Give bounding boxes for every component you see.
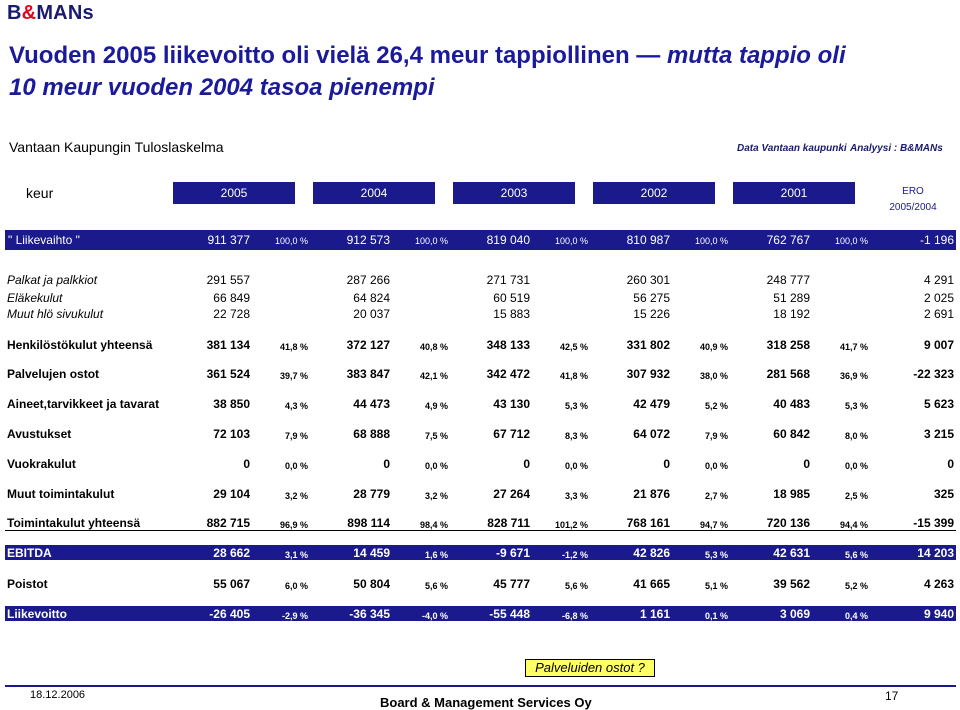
revenue-pct: 100,0 %	[694, 236, 728, 246]
detail-value: 15 226	[633, 307, 670, 321]
row-pct: 94,7 %	[699, 520, 728, 530]
row-pct: 98,4 %	[419, 520, 448, 530]
row-value: 45 777	[493, 577, 530, 591]
detail-value: 18 192	[773, 307, 810, 321]
revenue-value: 762 767	[766, 233, 810, 247]
logo-ampersand: &	[21, 2, 37, 24]
row-value: 42 826	[633, 546, 670, 560]
row-pct: 41,7 %	[839, 342, 868, 352]
row-pct: 5,3 %	[564, 401, 588, 411]
row-ero: 14 203	[917, 546, 954, 560]
page-number: 17	[885, 689, 899, 703]
row-value: 38 850	[213, 397, 250, 411]
slide-title	[9, 40, 949, 104]
row-pct: 41,8 %	[279, 342, 308, 352]
row-ero: -22 323	[913, 367, 954, 381]
row-ero: 0	[947, 457, 954, 471]
row-ero: 5 623	[923, 397, 954, 411]
revenue-value: 911 377	[207, 233, 250, 247]
row-pct: 0,4 %	[844, 611, 868, 621]
row-pct: -1,2 %	[561, 550, 588, 560]
revenue-label: " Liikevaihto "	[8, 233, 80, 247]
row-value: 828 711	[487, 516, 530, 530]
row-pct: 0,0 %	[844, 461, 868, 471]
row-ero: 3 215	[923, 427, 954, 441]
row-pct: -6,8 %	[561, 611, 588, 621]
table-subtitle: Vantaan Kaupungin Tuloslaskelma	[9, 139, 224, 155]
row-pct: 4,9 %	[424, 401, 448, 411]
revenue-pct: 100,0 %	[274, 236, 308, 246]
row-value: 29 104	[213, 487, 250, 501]
row-pct: 5,3 %	[844, 401, 868, 411]
year-header-2003: 2003	[453, 182, 575, 204]
row-value: 68 888	[353, 427, 390, 441]
brand-logo: B&MANs	[7, 2, 94, 24]
year-header-2002: 2002	[593, 182, 715, 204]
ero-sub: 2005/2004	[889, 202, 937, 213]
row-pct: 8,3 %	[564, 431, 588, 441]
row-label: Muut toimintakulut	[7, 487, 115, 501]
row-ero: 9 007	[923, 338, 954, 352]
row-value: 18 985	[773, 487, 810, 501]
row-value: 72 103	[213, 427, 250, 441]
row-value: 43 130	[493, 397, 530, 411]
row-label: Palvelujen ostot	[7, 367, 100, 381]
row-pct: -4,0 %	[421, 611, 448, 621]
row-ero: 9 940	[923, 607, 954, 621]
row-value: 0	[803, 457, 810, 471]
row-ero: 4 263	[923, 577, 954, 591]
detail-value: 260 301	[626, 273, 670, 287]
year-header-2004: 2004	[313, 182, 435, 204]
revenue-value: 912 573	[346, 233, 390, 247]
row-value: 0	[243, 457, 250, 471]
row-pct: 3,1 %	[284, 550, 308, 560]
row-label: Avustukset	[7, 427, 72, 441]
row-pct: 96,9 %	[279, 520, 308, 530]
row-value: 281 568	[766, 367, 810, 381]
row-label: Toimintakulut yhteensä	[7, 516, 141, 530]
row-value: 64 072	[633, 427, 670, 441]
row-value: 44 473	[353, 397, 390, 411]
row-value: 50 804	[353, 577, 390, 591]
row-value: 342 472	[486, 367, 530, 381]
row-pct: 0,0 %	[704, 461, 728, 471]
row-value: 0	[383, 457, 390, 471]
year-header-2005: 2005	[173, 182, 295, 204]
row-pct: 5,2 %	[844, 581, 868, 591]
revenue-pct: 100,0 %	[554, 236, 588, 246]
row-pct: 0,0 %	[284, 461, 308, 471]
row-pct: 36,9 %	[839, 371, 868, 381]
detail-value: 51 289	[773, 291, 810, 305]
detail-value: 20 037	[353, 307, 390, 321]
row-pct: 5,1 %	[704, 581, 728, 591]
title-italic-1: mutta tappio oli	[666, 42, 846, 69]
row-value: 28 779	[353, 487, 390, 501]
row-value: 14 459	[353, 546, 390, 560]
footer-company: Board & Management Services Oy	[380, 695, 592, 710]
row-value: 27 264	[493, 487, 530, 501]
row-pct: 42,1 %	[419, 371, 448, 381]
revenue-pct: 100,0 %	[414, 236, 448, 246]
detail-value: 64 824	[353, 291, 390, 305]
row-pct: 3,2 %	[424, 491, 448, 501]
row-pct: 7,9 %	[704, 431, 728, 441]
row-value: 40 483	[773, 397, 810, 411]
row-pct: 42,5 %	[559, 342, 588, 352]
row-pct: 2,7 %	[704, 491, 728, 501]
row-pct: 94,4 %	[839, 520, 868, 530]
row-pct: 7,9 %	[284, 431, 308, 441]
row-pct: 6,0 %	[284, 581, 308, 591]
revenue-ero: -1 196	[919, 233, 954, 247]
row-pct: 41,8 %	[559, 371, 588, 381]
row-value: 882 715	[206, 516, 250, 530]
detail-value: 22 728	[213, 307, 250, 321]
row-pct: 40,8 %	[419, 342, 448, 352]
row-value: 0	[663, 457, 670, 471]
row-value: 372 127	[346, 338, 390, 352]
row-value: 28 662	[213, 546, 250, 560]
row-value: 3 069	[779, 607, 810, 621]
row-value: 331 802	[626, 338, 670, 352]
row-label: Aineet,tarvikkeet ja tavarat	[7, 397, 160, 411]
ero-header	[875, 182, 951, 224]
detail-value: 56 275	[633, 291, 670, 305]
row-pct: 7,5 %	[424, 431, 448, 441]
analysis-source: Analyysi : B&MANs	[850, 143, 943, 154]
row-value: 381 134	[206, 338, 250, 352]
row-value: 55 067	[213, 577, 250, 591]
detail-value: 60 519	[493, 291, 530, 305]
row-value: 898 114	[347, 516, 390, 530]
detail-label: Muut hlö sivukulut	[7, 307, 104, 321]
row-label: Henkilöstökulut yhteensä	[7, 338, 153, 352]
row-value: 348 133	[486, 338, 530, 352]
row-value: -55 448	[489, 607, 530, 621]
revenue-value: 819 040	[486, 233, 530, 247]
callout-box: Palveluiden ostot ?	[525, 659, 655, 677]
row-pct: 8,0 %	[844, 431, 868, 441]
title-plain: Vuoden 2005 liikevoitto oli vielä 26,4 meur tappiollinen —	[9, 42, 667, 69]
detail-ero: 2 691	[923, 307, 954, 321]
row-pct: -2,9 %	[281, 611, 308, 621]
row-value: -26 405	[209, 607, 250, 621]
row-value: 42 479	[633, 397, 670, 411]
unit-label: keur	[26, 185, 54, 201]
ero-label: ERO	[902, 186, 924, 197]
year-header-2001: 2001	[733, 182, 855, 204]
row-value: 361 524	[206, 367, 250, 381]
row-value: 318 258	[766, 338, 810, 352]
row-value: -36 345	[349, 607, 390, 621]
row-pct: 5,6 %	[424, 581, 448, 591]
row-value: 383 847	[346, 367, 390, 381]
row-pct: 3,2 %	[284, 491, 308, 501]
row-ero: -15 399	[913, 516, 954, 530]
detail-value: 291 557	[206, 273, 250, 287]
footer-rule	[5, 685, 956, 687]
title-italic-2: 10 meur vuoden 2004 tasoa pienempi	[9, 74, 435, 101]
row-label: Liikevoitto	[7, 607, 68, 621]
row-pct: 5,3 %	[704, 550, 728, 560]
detail-label: Eläkekulut	[7, 291, 63, 305]
row-pct: 39,7 %	[279, 371, 308, 381]
row-value: 0	[523, 457, 530, 471]
revenue-pct: 100,0 %	[834, 236, 868, 246]
row-value: 67 712	[493, 427, 530, 441]
row-label: Vuokrakulut	[7, 457, 76, 471]
detail-value: 66 849	[213, 291, 250, 305]
row-value: 307 932	[626, 367, 670, 381]
detail-value: 248 777	[766, 273, 810, 287]
detail-ero: 2 025	[923, 291, 954, 305]
row-pct: 5,6 %	[564, 581, 588, 591]
row-value: 39 562	[773, 577, 810, 591]
detail-value: 15 883	[493, 307, 530, 321]
detail-label: Palkat ja palkkiot	[7, 273, 98, 287]
row-value: 720 136	[766, 516, 810, 530]
row-pct: 40,9 %	[699, 342, 728, 352]
revenue-value: 810 987	[626, 233, 670, 247]
row-pct: 0,0 %	[424, 461, 448, 471]
detail-value: 271 731	[486, 273, 530, 287]
row-value: 1 161	[639, 607, 670, 621]
row-pct: 2,5 %	[844, 491, 868, 501]
data-source: Data Vantaan kaupunki	[737, 143, 847, 154]
row-label: EBITDA	[7, 546, 52, 560]
row-pct: 1,6 %	[424, 550, 448, 560]
row-pct: 5,6 %	[844, 550, 868, 560]
row-pct: 38,0 %	[699, 371, 728, 381]
row-value: 768 161	[626, 516, 670, 530]
footer-date: 18.12.2006	[30, 689, 86, 701]
row-value: -9 671	[495, 546, 530, 560]
detail-value: 287 266	[346, 273, 390, 287]
row-pct: 3,3 %	[564, 491, 588, 501]
row-ero: 325	[933, 487, 954, 501]
row-value: 60 842	[773, 427, 810, 441]
row-label: Poistot	[7, 577, 48, 591]
row-pct: 4,3 %	[284, 401, 308, 411]
row-pct: 5,2 %	[704, 401, 728, 411]
row-pct: 101,2 %	[554, 520, 588, 530]
detail-ero: 4 291	[923, 273, 954, 287]
row-value: 41 665	[633, 577, 670, 591]
row-value: 21 876	[633, 487, 670, 501]
row-pct: 0,1 %	[704, 611, 728, 621]
row-value: 42 631	[773, 546, 810, 560]
row-pct: 0,0 %	[564, 461, 588, 471]
